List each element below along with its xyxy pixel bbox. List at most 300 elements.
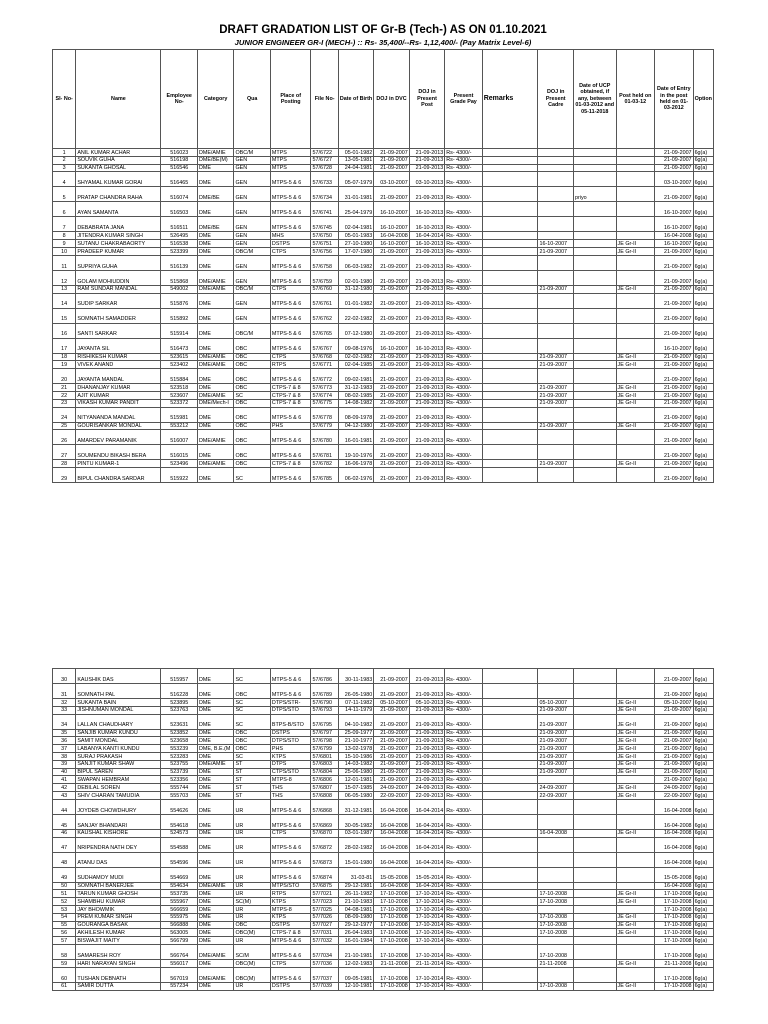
grade-pay-cell: Rs- 4300/- <box>445 187 483 202</box>
ucp-cell <box>573 240 616 248</box>
name-cell: SOMNATH PAL <box>76 684 161 699</box>
posting-cell: MTPS <box>270 149 311 157</box>
category-cell: DME/BE <box>197 187 233 202</box>
doj-cadre-cell: 22-09-2007 <box>538 791 573 799</box>
file-no-cell: 57/7032 <box>311 937 338 945</box>
remarks-cell <box>482 323 538 338</box>
file-no-cell: 57/6789 <box>311 684 338 699</box>
doj-present-post-cell: 21-09-2013 <box>409 768 444 776</box>
gradation-table-2 <box>52 668 714 991</box>
employee-no-cell: 554596 <box>161 852 197 867</box>
entry-date-cell: 24-09-2007 <box>655 784 694 792</box>
doj-cadre-cell <box>538 445 573 460</box>
qua-cell: UR <box>234 837 270 852</box>
doj-dvc-cell: 17-10-2008 <box>374 982 409 990</box>
doj-dvc-cell: 21-09-2007 <box>374 308 409 323</box>
table-row <box>53 829 714 837</box>
employee-no-cell: 523631 <box>161 714 197 729</box>
post-held-cell: JE Gr-II <box>616 240 655 248</box>
file-no-cell: 57/6870 <box>311 829 338 837</box>
doj-dvc-cell: 21-09-2007 <box>374 776 409 784</box>
category-cell: DME <box>197 714 233 729</box>
file-no-cell: 57/6872 <box>311 837 338 852</box>
option-cell: 6g(a) <box>693 361 713 369</box>
qua-cell: SC <box>234 669 270 684</box>
doj-dvc-cell: 17-10-2008 <box>374 944 409 959</box>
entry-date-cell: 21-09-2007 <box>655 293 694 308</box>
dob-cell: 02-02-1982 <box>338 353 373 361</box>
category-cell: DME/AMIE <box>197 430 233 445</box>
doj-cadre-cell <box>538 407 573 422</box>
table-row <box>53 422 714 430</box>
name-cell: SOMNATH BANERJEE <box>76 882 161 890</box>
entry-date-cell: 16-04-2008 <box>655 829 694 837</box>
grade-pay-cell: Rs- 4300/- <box>445 729 483 737</box>
doj-cadre-cell <box>538 164 573 172</box>
ucp-cell <box>573 737 616 745</box>
qua-cell: ST <box>234 768 270 776</box>
ucp-cell <box>573 353 616 361</box>
table-row <box>53 745 714 753</box>
post-held-cell <box>616 232 655 240</box>
entry-date-cell: 17-10-2008 <box>655 937 694 945</box>
doj-dvc-cell: 17-10-2008 <box>374 921 409 929</box>
entry-date-cell: 16-10-2007 <box>655 338 694 353</box>
doj-cadre-cell: 16-04-2008 <box>538 829 573 837</box>
remarks-cell <box>482 837 538 852</box>
sl-cell: 10 <box>53 247 76 255</box>
ucp-cell <box>573 929 616 937</box>
header-place-of-posting: Place of Posting <box>270 50 311 149</box>
grade-pay-cell: Rs- 4300/- <box>445 714 483 729</box>
ucp-cell <box>573 706 616 714</box>
entry-date-cell: 21-09-2007 <box>655 760 694 768</box>
grade-pay-cell: Rs- 4300/- <box>445 361 483 369</box>
doj-cadre-cell <box>538 967 573 982</box>
table-row <box>53 270 714 285</box>
qua-cell: UR <box>234 882 270 890</box>
name-cell: SUDIP SARKAR <box>76 293 161 308</box>
option-cell: 6g(a) <box>693 784 713 792</box>
remarks-cell <box>482 445 538 460</box>
dob-cell: 25-06-1980 <box>338 768 373 776</box>
doj-present-post-cell: 21-09-2013 <box>409 399 444 407</box>
dob-cell: 25-09-1977 <box>338 729 373 737</box>
post-held-cell: JE Gr-II <box>616 921 655 929</box>
doj-present-post-cell: 16-04-2014 <box>409 799 444 814</box>
remarks-cell <box>482 944 538 959</box>
employee-no-cell: 516228 <box>161 684 197 699</box>
doj-present-post-cell: 16-04-2014 <box>409 852 444 867</box>
qua-cell: ST <box>234 776 270 784</box>
doj-present-post-cell: 22-09-2013 <box>409 791 444 799</box>
dob-cell: 26-05-1980 <box>338 684 373 699</box>
doj-cadre-cell: 21-09-2007 <box>538 737 573 745</box>
option-cell: 6g(a) <box>693 391 713 399</box>
post-held-cell: JE Gr-II <box>616 247 655 255</box>
ucp-cell <box>573 430 616 445</box>
doj-dvc-cell: 16-04-2008 <box>374 814 409 829</box>
grade-pay-cell: Rs- 4300/- <box>445 760 483 768</box>
name-cell: SANJIB KUMAR KUNDU <box>76 729 161 737</box>
ucp-cell: priyo <box>573 187 616 202</box>
qua-cell: OBC/M <box>234 285 270 293</box>
post-held-cell: JE Gr-II <box>616 460 655 468</box>
option-cell: 6g(a) <box>693 929 713 937</box>
header-doj-dvc: DOJ in DVC <box>374 50 409 149</box>
option-cell: 6g(a) <box>693 882 713 890</box>
remarks-cell <box>482 814 538 829</box>
remarks-cell <box>482 468 538 483</box>
file-no-cell: 57/6874 <box>311 867 338 882</box>
qua-cell: GEN <box>234 293 270 308</box>
option-cell: 6g(a) <box>693 867 713 882</box>
qua-cell: GEN <box>234 240 270 248</box>
file-no-cell: 57/7034 <box>311 944 338 959</box>
doj-cadre-cell <box>538 149 573 157</box>
doj-cadre-cell <box>538 799 573 814</box>
option-cell: 6g(a) <box>693 944 713 959</box>
doj-present-post-cell: 05-10-2013 <box>409 699 444 707</box>
ucp-cell <box>573 285 616 293</box>
posting-cell: THS <box>270 784 311 792</box>
post-held-cell <box>616 187 655 202</box>
sl-cell: 45 <box>53 814 76 829</box>
employee-no-cell: 515981 <box>161 407 197 422</box>
remarks-cell <box>482 149 538 157</box>
dob-cell: 16-01-1981 <box>338 430 373 445</box>
entry-date-cell: 21-09-2007 <box>655 149 694 157</box>
file-no-cell: 57/6806 <box>311 776 338 784</box>
sl-cell: 50 <box>53 882 76 890</box>
option-cell: 6g(a) <box>693 898 713 906</box>
file-no-cell: 57/6772 <box>311 369 338 384</box>
option-cell: 6g(a) <box>693 149 713 157</box>
post-held-cell <box>616 814 655 829</box>
doj-dvc-cell: 21-09-2007 <box>374 164 409 172</box>
dob-cell: 14-11-1979 <box>338 706 373 714</box>
entry-date-cell: 21-09-2007 <box>655 407 694 422</box>
doj-present-post-cell: 21-11-2014 <box>409 959 444 967</box>
post-held-cell: JE Gr-II <box>616 760 655 768</box>
category-cell: DME <box>197 445 233 460</box>
option-cell: 6g(a) <box>693 905 713 913</box>
doj-dvc-cell: 21-09-2007 <box>374 669 409 684</box>
qua-cell: OBC <box>234 445 270 460</box>
employee-no-cell: 523356 <box>161 776 197 784</box>
doj-present-post-cell: 21-09-2013 <box>409 714 444 729</box>
category-cell: DME <box>197 890 233 898</box>
name-cell: PINTU KUMAR-1 <box>76 460 161 468</box>
table-row <box>53 407 714 422</box>
qua-cell: SC/M <box>234 944 270 959</box>
table-row <box>53 982 714 990</box>
posting-cell: KTPS <box>270 913 311 921</box>
category-cell: DME <box>197 937 233 945</box>
name-cell: SUKANTA BAIN <box>76 699 161 707</box>
posting-cell: MTPS-5 & 6 <box>270 814 311 829</box>
doj-cadre-cell <box>538 867 573 882</box>
employee-no-cell: 523607 <box>161 391 197 399</box>
ucp-cell <box>573 684 616 699</box>
doj-dvc-cell: 21-09-2007 <box>374 384 409 392</box>
name-cell: SOUMENDU BIKASH BERA <box>76 445 161 460</box>
doj-cadre-cell <box>538 255 573 270</box>
entry-date-cell: 21-09-2007 <box>655 752 694 760</box>
posting-cell: MTPS-5 & 6 <box>270 338 311 353</box>
option-cell: 6g(a) <box>693 217 713 232</box>
doj-present-post-cell: 21-09-2013 <box>409 285 444 293</box>
category-cell: DME <box>197 982 233 990</box>
remarks-cell <box>482 669 538 684</box>
dob-cell: 15-10-1986 <box>338 752 373 760</box>
qua-cell: UR <box>234 982 270 990</box>
posting-cell: DSTPS <box>270 240 311 248</box>
file-no-cell: 57/7023 <box>311 898 338 906</box>
entry-date-cell: 22-09-2007 <box>655 791 694 799</box>
category-cell: DME <box>197 699 233 707</box>
posting-cell: MTPS <box>270 164 311 172</box>
name-cell: SURAJ PRAKASH <box>76 752 161 760</box>
header-sl: Sl- No- <box>53 50 76 149</box>
remarks-cell <box>482 308 538 323</box>
qua-cell: OBC <box>234 369 270 384</box>
doj-dvc-cell: 21-09-2007 <box>374 323 409 338</box>
qua-cell: OBC <box>234 921 270 929</box>
doj-present-post-cell: 03-10-2013 <box>409 172 444 187</box>
entry-date-cell: 21-09-2007 <box>655 729 694 737</box>
sl-cell: 43 <box>53 791 76 799</box>
employee-no-cell: 516465 <box>161 172 197 187</box>
posting-cell: MTPS-5 & 6 <box>270 407 311 422</box>
entry-date-cell: 17-10-2008 <box>655 890 694 898</box>
sl-cell: 51 <box>53 890 76 898</box>
doj-present-post-cell: 21-09-2013 <box>409 187 444 202</box>
remarks-cell <box>482 247 538 255</box>
dob-cell: 07-12-1980 <box>338 323 373 338</box>
post-held-cell <box>616 684 655 699</box>
grade-pay-cell: Rs- 4300/- <box>445 399 483 407</box>
category-cell: DME <box>197 898 233 906</box>
ucp-cell <box>573 982 616 990</box>
grade-pay-cell: Rs- 4300/- <box>445 737 483 745</box>
dob-cell: 14-03-1982 <box>338 760 373 768</box>
sl-cell: 14 <box>53 293 76 308</box>
sl-cell: 49 <box>53 867 76 882</box>
name-cell: TARUN KUMAR GHOSH <box>76 890 161 898</box>
doj-cadre-cell <box>538 172 573 187</box>
file-no-cell: 57/6804 <box>311 768 338 776</box>
category-cell: DME <box>197 232 233 240</box>
ucp-cell <box>573 714 616 729</box>
grade-pay-cell: Rs- 4300/- <box>445 338 483 353</box>
grade-pay-cell: Rs- 4300/- <box>445 837 483 852</box>
qua-cell: OBC <box>234 353 270 361</box>
doj-dvc-cell: 21-09-2007 <box>374 706 409 714</box>
ucp-cell <box>573 882 616 890</box>
name-cell: NITYANANDA MANDAL <box>76 407 161 422</box>
category-cell: DME <box>197 669 233 684</box>
doj-present-post-cell: 21-09-2013 <box>409 384 444 392</box>
employee-no-cell: 523518 <box>161 384 197 392</box>
category-cell: DME <box>197 240 233 248</box>
qua-cell: OBC <box>234 338 270 353</box>
post-held-cell <box>616 852 655 867</box>
option-cell: 6g(a) <box>693 913 713 921</box>
category-cell: DME/AMIE <box>197 760 233 768</box>
doj-present-post-cell: 16-10-2013 <box>409 338 444 353</box>
entry-date-cell: 17-10-2008 <box>655 967 694 982</box>
doj-dvc-cell: 21-11-2008 <box>374 959 409 967</box>
doj-present-post-cell: 21-09-2013 <box>409 369 444 384</box>
category-cell: DME <box>197 468 233 483</box>
doj-present-post-cell: 21-09-2013 <box>409 270 444 285</box>
name-cell: JITENDRA KUMAR SINGH <box>76 232 161 240</box>
entry-date-cell: 16-04-2008 <box>655 837 694 852</box>
qua-cell: GEN <box>234 202 270 217</box>
posting-cell: MTPS-5 & 6 <box>270 967 311 982</box>
sl-cell: 26 <box>53 430 76 445</box>
ucp-cell <box>573 898 616 906</box>
option-cell: 6g(a) <box>693 799 713 814</box>
employee-no-cell: 524573 <box>161 829 197 837</box>
entry-date-cell: 21-09-2007 <box>655 308 694 323</box>
header-remarks: Remarks <box>482 50 538 149</box>
category-cell: DME <box>197 905 233 913</box>
qua-cell: SC <box>234 699 270 707</box>
entry-date-cell: 21-09-2007 <box>655 399 694 407</box>
doj-dvc-cell: 17-10-2008 <box>374 967 409 982</box>
sl-cell: 2 <box>53 156 76 164</box>
doj-present-post-cell: 21-09-2013 <box>409 164 444 172</box>
file-no-cell: 57/6797 <box>311 729 338 737</box>
remarks-cell <box>482 187 538 202</box>
category-cell: DME <box>197 814 233 829</box>
post-held-cell: JE Gr-II <box>616 399 655 407</box>
remarks-cell <box>482 422 538 430</box>
post-held-cell <box>616 905 655 913</box>
post-held-cell: JE Gr-II <box>616 422 655 430</box>
dob-cell: 08-02-1985 <box>338 391 373 399</box>
name-cell: JAY BHOWMIK <box>76 905 161 913</box>
post-held-cell <box>616 308 655 323</box>
posting-cell: MTPS-5 & 6 <box>270 217 311 232</box>
dob-cell: 31-12-1983 <box>338 384 373 392</box>
dob-cell: 12-01-1981 <box>338 776 373 784</box>
category-cell: DME <box>197 338 233 353</box>
name-cell: AYAN SAMANTA <box>76 202 161 217</box>
doj-dvc-cell: 21-09-2007 <box>374 156 409 164</box>
table-row <box>53 684 714 699</box>
sl-cell: 24 <box>53 407 76 422</box>
doj-cadre-cell <box>538 156 573 164</box>
posting-cell: MTPS-5 & 6 <box>270 369 311 384</box>
ucp-cell <box>573 829 616 837</box>
posting-cell: MTPS-5 & 6 <box>270 937 311 945</box>
file-no-cell: 57/6722 <box>311 149 338 157</box>
option-cell: 6g(a) <box>693 684 713 699</box>
sl-cell: 44 <box>53 799 76 814</box>
remarks-cell <box>482 706 538 714</box>
doj-cadre-cell <box>538 293 573 308</box>
doj-present-post-cell: 24-09-2013 <box>409 784 444 792</box>
name-cell: GOLAM MOHIUDDIN <box>76 270 161 285</box>
doj-dvc-cell: 21-09-2007 <box>374 737 409 745</box>
doj-cadre-cell <box>538 369 573 384</box>
option-cell: 6g(a) <box>693 669 713 684</box>
post-held-cell: JE Gr-II <box>616 714 655 729</box>
category-cell: DME <box>197 422 233 430</box>
option-cell: 6g(a) <box>693 164 713 172</box>
doj-cadre-cell <box>538 430 573 445</box>
remarks-cell <box>482 829 538 837</box>
dob-cell: 22-02-1982 <box>338 308 373 323</box>
grade-pay-cell: Rs- 4300/- <box>445 247 483 255</box>
post-held-cell <box>616 156 655 164</box>
doj-cadre-cell: 21-11-2008 <box>538 959 573 967</box>
option-cell: 6g(a) <box>693 430 713 445</box>
doj-dvc-cell: 17-10-2008 <box>374 913 409 921</box>
post-held-cell <box>616 837 655 852</box>
ucp-cell <box>573 445 616 460</box>
posting-cell: DTPS/STO <box>270 737 311 745</box>
employee-no-cell: 555744 <box>161 784 197 792</box>
employee-no-cell: 516538 <box>161 240 197 248</box>
category-cell: DME/AMIE <box>197 391 233 399</box>
qua-cell: OBC(M) <box>234 929 270 937</box>
entry-date-cell: 16-10-2007 <box>655 217 694 232</box>
category-cell: DME <box>197 791 233 799</box>
remarks-cell <box>482 684 538 699</box>
grade-pay-cell: Rs- 4300/- <box>445 852 483 867</box>
document-title: DRAFT GRADATION LIST OF Gr-B (Tech-) AS ON 01.10.2021 <box>219 24 547 36</box>
grade-pay-cell: Rs- 4300/- <box>445 982 483 990</box>
doj-dvc-cell: 21-09-2007 <box>374 361 409 369</box>
grade-pay-cell: Rs- 4300/- <box>445 937 483 945</box>
name-cell: RAM SUNDAR MANDAL <box>76 285 161 293</box>
file-no-cell: 57/7031 <box>311 929 338 937</box>
grade-pay-cell: Rs- 4300/- <box>445 814 483 829</box>
entry-date-cell: 21-09-2007 <box>655 323 694 338</box>
ucp-cell <box>573 745 616 753</box>
file-no-cell: 57/6780 <box>311 430 338 445</box>
qua-cell: SC <box>234 714 270 729</box>
table-row <box>53 217 714 232</box>
qua-cell: OBC <box>234 361 270 369</box>
doj-present-post-cell: 21-09-2013 <box>409 729 444 737</box>
post-held-cell: JE Gr-II <box>616 768 655 776</box>
name-cell: BIPUL SAREN <box>76 768 161 776</box>
category-cell: DME/AMIE <box>197 967 233 982</box>
table-row <box>53 776 714 784</box>
category-cell: DME <box>197 959 233 967</box>
file-no-cell: 57/7036 <box>311 959 338 967</box>
remarks-cell <box>482 255 538 270</box>
doj-dvc-cell: 21-09-2007 <box>374 729 409 737</box>
doj-dvc-cell: 16-10-2007 <box>374 217 409 232</box>
file-no-cell: 57/7037 <box>311 967 338 982</box>
option-cell: 6g(a) <box>693 706 713 714</box>
employee-no-cell: 516546 <box>161 164 197 172</box>
post-held-cell: JE Gr-II <box>616 361 655 369</box>
ucp-cell <box>573 407 616 422</box>
entry-date-cell: 15-05-2008 <box>655 867 694 882</box>
name-cell: RISHIKESH KUMAR <box>76 353 161 361</box>
posting-cell: MTPS-5 & 6 <box>270 255 311 270</box>
employee-no-cell: 516139 <box>161 255 197 270</box>
qua-cell: OBC/M <box>234 247 270 255</box>
sl-cell: 27 <box>53 445 76 460</box>
